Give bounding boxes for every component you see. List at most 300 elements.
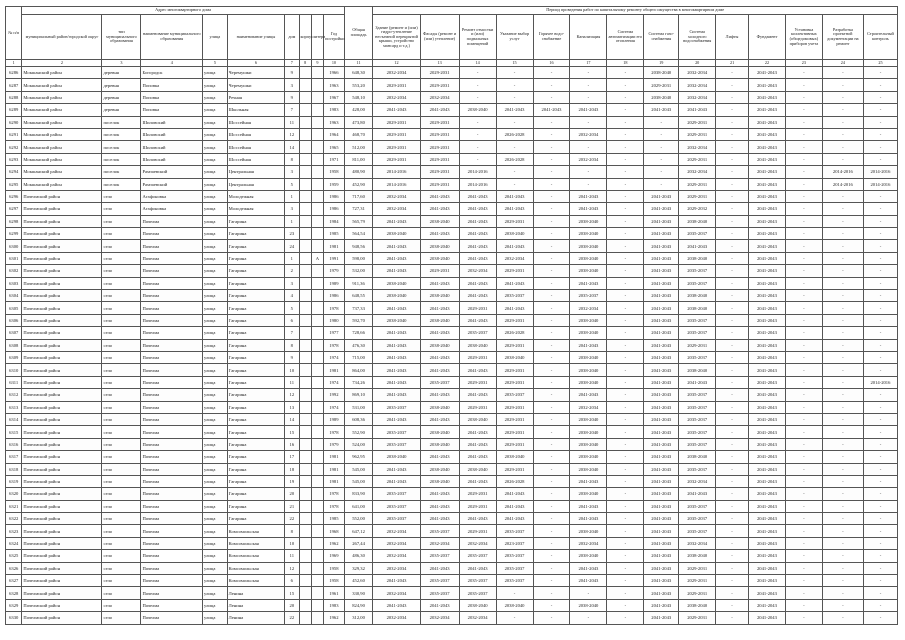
table-cell: 545,00	[344, 475, 373, 487]
table-cell: село	[102, 426, 141, 438]
table-cell: -	[785, 240, 822, 252]
table-cell: 2038-2040	[570, 228, 607, 240]
table-cell: -	[863, 426, 897, 438]
table-cell: 2041-2043	[748, 141, 785, 153]
table-cell: -	[863, 141, 897, 153]
table-cell: Поповка	[141, 104, 203, 116]
table-cell: -	[785, 141, 822, 153]
table-cell: 330,90	[344, 587, 373, 599]
table-cell: 2029-2031	[496, 265, 533, 277]
table-cell: 6313	[6, 401, 22, 413]
table-cell: -	[496, 166, 533, 178]
table-cell: Черемушки	[227, 67, 284, 79]
table-cell: -	[785, 67, 822, 79]
table-cell: Пачелма	[141, 513, 203, 525]
table-cell	[311, 153, 323, 165]
table-cell: 1978	[324, 426, 345, 438]
table-cell: Шоссейная	[227, 128, 284, 140]
table-cell: 2041-2043	[373, 104, 420, 116]
header-col: наименование улицы	[227, 15, 284, 60]
table-cell: 2041-2043	[373, 364, 420, 376]
table-cell: -	[533, 612, 570, 624]
table-cell: 2041-2043	[679, 488, 716, 500]
table-cell: -	[607, 314, 644, 326]
table-cell: 2014-2016	[822, 166, 863, 178]
table-cell: 2035-2037	[459, 587, 496, 599]
table-row	[6, 314, 898, 326]
table-cell: Гагарина	[227, 290, 284, 302]
table-cell: -	[785, 91, 822, 103]
table-cell: -	[533, 475, 570, 487]
table-cell: -	[607, 413, 644, 425]
header-col: Лифты	[716, 15, 749, 60]
table-cell: 2029-2032	[679, 203, 716, 215]
table-cell: -	[822, 339, 863, 351]
table-cell: -	[607, 426, 644, 438]
header-col-number: 7	[285, 60, 299, 67]
table-cell: -	[785, 252, 822, 264]
table-cell: 19	[285, 475, 299, 487]
table-cell: -	[496, 587, 533, 599]
table-cell: 2038-2040	[459, 463, 496, 475]
table-cell: -	[863, 265, 897, 277]
table-cell: -	[533, 79, 570, 91]
table-cell: -	[863, 67, 897, 79]
table-cell: 2035-2037	[679, 426, 716, 438]
table-cell: Пачелмский район	[22, 389, 102, 401]
table-cell: 1978	[324, 339, 345, 351]
table-cell: -	[607, 67, 644, 79]
table-cell: улица	[203, 562, 228, 574]
table-cell: 2041-2043	[644, 438, 679, 450]
table-cell: -	[533, 314, 570, 326]
table-cell: улица	[203, 166, 228, 178]
table-cell: 14	[285, 413, 299, 425]
table-cell: 2032-2034	[570, 302, 607, 314]
table-cell: Пачелма	[141, 451, 203, 463]
table-cell: -	[607, 351, 644, 363]
table-cell: -	[716, 451, 749, 463]
header-col: Система холодного водоснабжения	[679, 15, 716, 60]
table-cell: 948,56	[344, 240, 373, 252]
table-cell: -	[533, 265, 570, 277]
table-cell: 23	[285, 228, 299, 240]
table-cell: 2035-2037	[679, 463, 716, 475]
table-cell: -	[716, 141, 749, 153]
table-cell: Гагарина	[227, 252, 284, 264]
table-cell: улица	[203, 327, 228, 339]
header-col-number: 20	[679, 60, 716, 67]
table-cell: 1983	[324, 104, 345, 116]
table-cell: 2032-2034	[373, 67, 420, 79]
header-col-number: 16	[533, 60, 570, 67]
table-cell: -	[570, 166, 607, 178]
table-cell: 2041-2043	[644, 215, 679, 227]
table-cell: -	[533, 413, 570, 425]
table-cell: Пачелма	[141, 327, 203, 339]
table-cell: село	[102, 290, 141, 302]
table-cell: село	[102, 327, 141, 339]
table-cell: Молодежная	[227, 203, 284, 215]
table-cell: Центральная	[227, 166, 284, 178]
table-cell: 6297	[6, 203, 22, 215]
table-cell: 824,90	[344, 599, 373, 611]
table-cell: -	[716, 463, 749, 475]
table-cell: -	[822, 513, 863, 525]
table-cell: -	[533, 141, 570, 153]
table-cell: -	[785, 228, 822, 240]
table-cell: село	[102, 376, 141, 388]
table-cell: 2038-2040	[570, 215, 607, 227]
table-cell: -	[863, 488, 897, 500]
table-cell: 2029-2031	[373, 116, 420, 128]
table-cell: -	[822, 240, 863, 252]
table-cell: село	[102, 351, 141, 363]
table-cell: село	[102, 389, 141, 401]
table-cell: -	[570, 178, 607, 190]
table-cell: село	[102, 413, 141, 425]
table-cell: -	[785, 339, 822, 351]
table-cell: 2041-2043	[570, 339, 607, 351]
table-cell: -	[716, 475, 749, 487]
table-cell: 1966	[324, 67, 345, 79]
table-cell: Гагарина	[227, 364, 284, 376]
table-cell: 2041-2043	[644, 277, 679, 289]
table-cell: 962,95	[344, 451, 373, 463]
table-cell	[311, 475, 323, 487]
table-cell: 2038-2040	[679, 252, 716, 264]
table-cell: Пачелмский район	[22, 339, 102, 351]
table-cell: 6287	[6, 79, 22, 91]
table-cell: Гагарина	[227, 339, 284, 351]
table-cell: -	[863, 599, 897, 611]
table-cell	[299, 339, 311, 351]
table-cell: 6305	[6, 302, 22, 314]
table-cell: Пачелмский район	[22, 525, 102, 537]
table-cell: -	[607, 463, 644, 475]
table-row	[6, 438, 898, 450]
table-cell: -	[533, 190, 570, 202]
table-cell: 2038-2040	[570, 240, 607, 252]
table-cell: -	[785, 413, 822, 425]
header-col: дом	[285, 15, 299, 60]
table-cell: 715,00	[344, 351, 373, 363]
table-cell: -	[607, 91, 644, 103]
table-row	[6, 203, 898, 215]
table-cell: -	[533, 240, 570, 252]
table-cell: 2038-2040	[570, 488, 607, 500]
table-cell: Пачелмский район	[22, 426, 102, 438]
table-cell: 2041-2043	[748, 252, 785, 264]
header-col-number: 4	[141, 60, 203, 67]
table-cell: 2041-2043	[748, 389, 785, 401]
table-cell: 6310	[6, 364, 22, 376]
table-cell: -	[459, 67, 496, 79]
table-cell: 2041-2043	[644, 612, 679, 624]
table-cell: Пачелмский район	[22, 277, 102, 289]
table-row	[6, 599, 898, 611]
table-cell: -	[607, 525, 644, 537]
table-cell: -	[607, 128, 644, 140]
table-cell: 2041-2043	[459, 426, 496, 438]
table-cell: село	[102, 599, 141, 611]
table-cell: 2035-2037	[679, 500, 716, 512]
table-cell: 15	[285, 426, 299, 438]
table-cell: -	[533, 128, 570, 140]
table-cell: Пачелмский район	[22, 537, 102, 549]
table-cell: 2029-2031	[420, 153, 459, 165]
table-cell: село	[102, 451, 141, 463]
table-cell: 2041-2043	[748, 91, 785, 103]
table-cell: 6309	[6, 351, 22, 363]
table-cell: Гагарина	[227, 351, 284, 363]
table-cell	[299, 228, 311, 240]
table-cell: 452,60	[344, 575, 373, 587]
table-cell: 2041-2043	[373, 240, 420, 252]
table-cell: -	[785, 562, 822, 574]
table-cell: -	[533, 463, 570, 475]
table-cell: -	[822, 215, 863, 227]
table-row	[6, 475, 898, 487]
table-cell: 2035-2037	[373, 500, 420, 512]
table-cell: -	[459, 141, 496, 153]
table-cell: улица	[203, 277, 228, 289]
table-cell	[299, 550, 311, 562]
table-cell: 6303	[6, 277, 22, 289]
table-cell	[299, 575, 311, 587]
table-cell: Пачелмский район	[22, 475, 102, 487]
table-cell: -	[607, 265, 644, 277]
table-cell: 2041-2043	[459, 190, 496, 202]
table-cell: Гагарина	[227, 488, 284, 500]
table-cell: 2041-2043	[373, 327, 420, 339]
table-cell: -	[716, 426, 749, 438]
table-cell: -	[533, 277, 570, 289]
table-cell	[299, 91, 311, 103]
table-cell: -	[716, 525, 749, 537]
table-cell: 6295	[6, 178, 22, 190]
table-cell: -	[716, 339, 749, 351]
table-cell: улица	[203, 513, 228, 525]
table-cell	[311, 79, 323, 91]
table-row	[6, 228, 898, 240]
table-cell	[311, 587, 323, 599]
table-cell: 2041-2043	[748, 67, 785, 79]
table-cell: 2026-2028	[496, 475, 533, 487]
table-cell: -	[863, 389, 897, 401]
table-cell: 2041-2043	[373, 389, 420, 401]
table-cell: 476,30	[344, 339, 373, 351]
table-cell: 2023-2037	[496, 537, 533, 549]
table-cell: 2035-2037	[679, 525, 716, 537]
table-cell: 13	[285, 401, 299, 413]
table-cell: -	[716, 67, 749, 79]
table-cell: Пачелмский район	[22, 401, 102, 413]
table-cell: -	[533, 401, 570, 413]
table-cell: 1981	[324, 364, 345, 376]
table-cell: -	[863, 79, 897, 91]
table-cell	[299, 252, 311, 264]
table-cell: 2032-2034	[570, 128, 607, 140]
table-cell: 6307	[6, 327, 22, 339]
table-row	[6, 426, 898, 438]
header-col-number: 22	[748, 60, 785, 67]
table-cell	[299, 166, 311, 178]
table-cell: Пачелмский район	[22, 203, 102, 215]
table-cell: 6298	[6, 215, 22, 227]
table-row	[6, 265, 898, 277]
table-cell: село	[102, 228, 141, 240]
table-row	[6, 252, 898, 264]
table-cell	[299, 290, 311, 302]
table-cell: 2029-2031	[679, 339, 716, 351]
header-col: Фундамент	[748, 15, 785, 60]
table-cell: -	[822, 463, 863, 475]
table-row	[6, 550, 898, 562]
table-cell: -	[822, 203, 863, 215]
table-cell: 2041-2043	[679, 240, 716, 252]
table-row	[6, 575, 898, 587]
table-cell: -	[716, 389, 749, 401]
table-cell: 2041-2043	[420, 513, 459, 525]
header-col: корпус	[299, 15, 311, 60]
table-cell: 2041-2043	[748, 166, 785, 178]
table-cell: 3	[285, 166, 299, 178]
table-cell: 2038-2040	[459, 339, 496, 351]
table-cell: село	[102, 401, 141, 413]
table-cell: Мокшанский район	[22, 116, 102, 128]
table-cell: 2035-2037	[679, 401, 716, 413]
table-cell: 2014-2016	[373, 178, 420, 190]
table-cell: улица	[203, 265, 228, 277]
table-cell: Школьная	[227, 104, 284, 116]
table-cell: -	[863, 587, 897, 599]
table-cell: 1977	[324, 327, 345, 339]
table-cell: 2041-2043	[644, 240, 679, 252]
table-cell: 6328	[6, 587, 22, 599]
table-cell: -	[785, 389, 822, 401]
table-cell: -	[863, 562, 897, 574]
table-cell: 2038-2040	[644, 67, 679, 79]
table-cell	[299, 475, 311, 487]
table-cell: -	[607, 488, 644, 500]
table-cell: село	[102, 438, 141, 450]
table-cell	[299, 488, 311, 500]
table-cell: 911,36	[344, 277, 373, 289]
table-cell: Мокшанский район	[22, 104, 102, 116]
table-cell: Агафоновка	[141, 203, 203, 215]
table-cell: 2038-2040	[420, 314, 459, 326]
table-cell: 1986	[324, 203, 345, 215]
table-cell	[299, 116, 311, 128]
table-row	[6, 376, 898, 388]
table-cell: -	[607, 190, 644, 202]
table-cell: 2041-2043	[748, 426, 785, 438]
table-row	[6, 240, 898, 252]
table-cell: 6308	[6, 339, 22, 351]
table-cell: 2032-2034	[373, 587, 420, 599]
table-cell: Пачелмский район	[22, 351, 102, 363]
table-cell: -	[607, 153, 644, 165]
table-cell	[311, 612, 323, 624]
table-cell: 1981	[324, 451, 345, 463]
table-cell: 2038-2040	[459, 413, 496, 425]
table-cell: -	[607, 339, 644, 351]
table-cell: 2035-2037	[420, 550, 459, 562]
table-cell: 512,00	[344, 141, 373, 153]
table-cell: -	[533, 513, 570, 525]
table-cell: 2038-2040	[570, 265, 607, 277]
table-cell: -	[607, 215, 644, 227]
table-row	[6, 104, 898, 116]
table-cell: 592,70	[344, 314, 373, 326]
table-cell: Гагарина	[227, 215, 284, 227]
table-cell: улица	[203, 599, 228, 611]
table-cell: -	[785, 376, 822, 388]
table-cell: улица	[203, 587, 228, 599]
table-cell: -	[533, 562, 570, 574]
header-col-number: 10	[324, 60, 345, 67]
table-cell: село	[102, 240, 141, 252]
table-cell: 2041-2043	[748, 215, 785, 227]
table-cell: -	[863, 215, 897, 227]
table-cell: -	[863, 240, 897, 252]
header-col-number: 3	[102, 60, 141, 67]
table-cell: 2041-2043	[644, 513, 679, 525]
table-cell: 6311	[6, 376, 22, 388]
table-cell: Гагарина	[227, 277, 284, 289]
table-cell: 2041-2043	[644, 463, 679, 475]
table-cell: 648,30	[344, 67, 373, 79]
table-cell: 811,00	[344, 153, 373, 165]
table-cell: -	[533, 91, 570, 103]
table-cell: 2035-2037	[496, 562, 533, 574]
table-cell: 2041-2043	[459, 451, 496, 463]
table-cell: деревня	[102, 67, 141, 79]
table-cell: 6296	[6, 190, 22, 202]
table-cell: 2032-2034	[420, 537, 459, 549]
table-cell: 486,30	[344, 550, 373, 562]
header-col: Разработка проектной документации на ремонт	[822, 15, 863, 60]
table-cell: А	[311, 252, 323, 264]
table-cell: поселок	[102, 116, 141, 128]
table-cell: -	[716, 91, 749, 103]
table-cell: -	[863, 438, 897, 450]
header-col-number: 15	[496, 60, 533, 67]
table-cell: -	[459, 153, 496, 165]
table-cell: -	[716, 327, 749, 339]
table-cell: 648,55	[344, 290, 373, 302]
table-cell: 1981	[324, 240, 345, 252]
table-cell: Пачелма	[141, 525, 203, 537]
table-cell: -	[863, 228, 897, 240]
table-cell: -	[533, 166, 570, 178]
table-cell: 2041-2043	[748, 351, 785, 363]
table-cell: 2038-2040	[459, 104, 496, 116]
table-cell: 4	[285, 290, 299, 302]
table-cell: 2032-2034	[679, 67, 716, 79]
table-cell: 6319	[6, 475, 22, 487]
table-row	[6, 178, 898, 190]
table-cell: улица	[203, 351, 228, 363]
table-cell: -	[716, 562, 749, 574]
table-cell: 6294	[6, 166, 22, 178]
table-cell: -	[716, 575, 749, 587]
table-cell: -	[533, 203, 570, 215]
table-cell: 1989	[324, 413, 345, 425]
table-cell: -	[607, 475, 644, 487]
table-cell: 12	[285, 128, 299, 140]
